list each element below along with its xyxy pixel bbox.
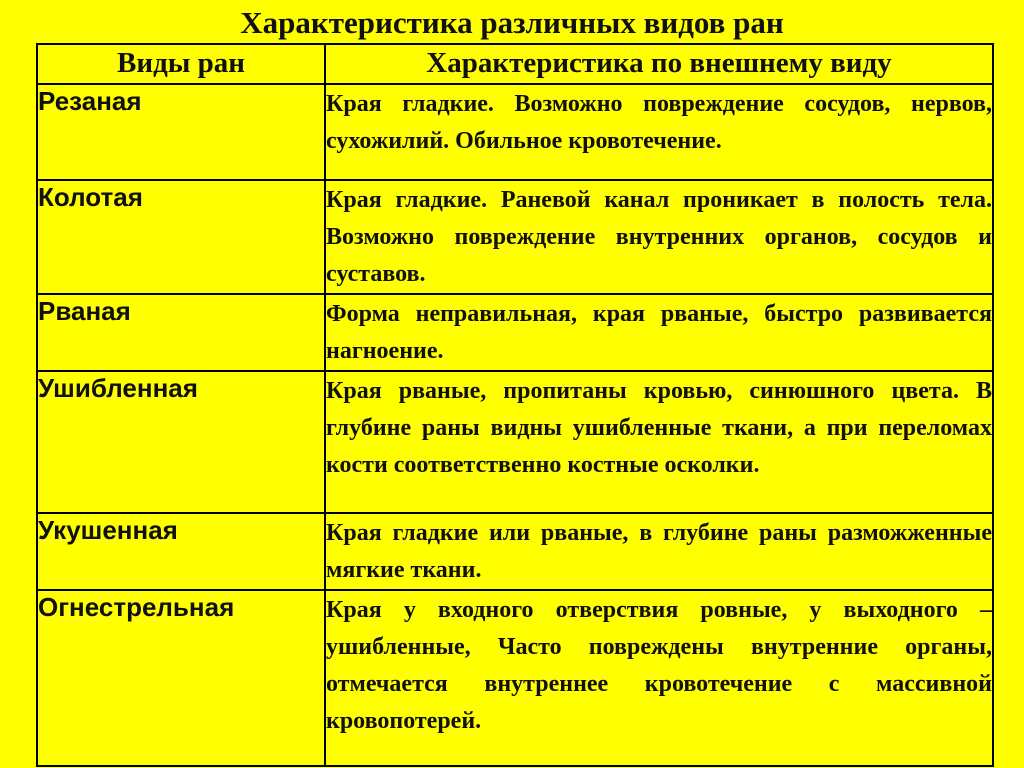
table-header-row [37, 44, 993, 84]
wound-description-cell [325, 590, 993, 766]
wound-description-cell [325, 371, 993, 513]
wound-description-text: Форма неправильная, края рваные, быстро развивается нагноение. [326, 301, 992, 364]
wound-type-cell: Огнестрельная [37, 590, 325, 766]
wound-type-cell: Рваная [37, 294, 325, 371]
wound-description-cell [325, 294, 993, 371]
wound-type-cell: Резаная [37, 84, 325, 180]
table-row [37, 590, 993, 766]
wound-type-cell: Колотая [37, 180, 325, 294]
wound-description-cell [325, 513, 993, 590]
wound-description-text: Края гладкие. Раневой канал проникает в полость тела. Возможно повреждение внутренних органов, сосудов и суставов. [326, 187, 992, 287]
wound-description-text: Края рваные, пропитаны кровью, синюшного цвета. В глубине раны видны ушибленные ткани, а при переломах кости соответственно костные осколки. [326, 378, 992, 478]
table-row [37, 294, 993, 371]
page-title: Характеристика различных видов ран [240, 5, 784, 40]
table-row [37, 84, 993, 180]
header-wound-type: Виды ран [37, 44, 325, 84]
table-row [37, 513, 993, 590]
wound-description-cell [325, 84, 993, 180]
wound-type-cell: Ушибленная [37, 371, 325, 513]
wound-description-text: Края у входного отверствия ровные, у выходного – ушибленные, Часто повреждены внутренние органы, отмечается внутреннее кровотечение с массивной кровопотерей. [326, 597, 992, 734]
table-row [37, 371, 993, 513]
wound-description-cell [325, 180, 993, 294]
header-description: Характеристика по внешнему виду [325, 44, 993, 84]
wound-description-text: Края гладкие или рваные, в глубине раны разможженные мягкие ткани. [326, 520, 992, 583]
wound-description-text: Края гладкие. Возможно повреждение сосудов, нервов, сухожилий. Обильное кровотечение. [326, 91, 992, 154]
wound-type-cell: Укушенная [37, 513, 325, 590]
wound-types-table [36, 43, 994, 767]
table-row [37, 180, 993, 294]
